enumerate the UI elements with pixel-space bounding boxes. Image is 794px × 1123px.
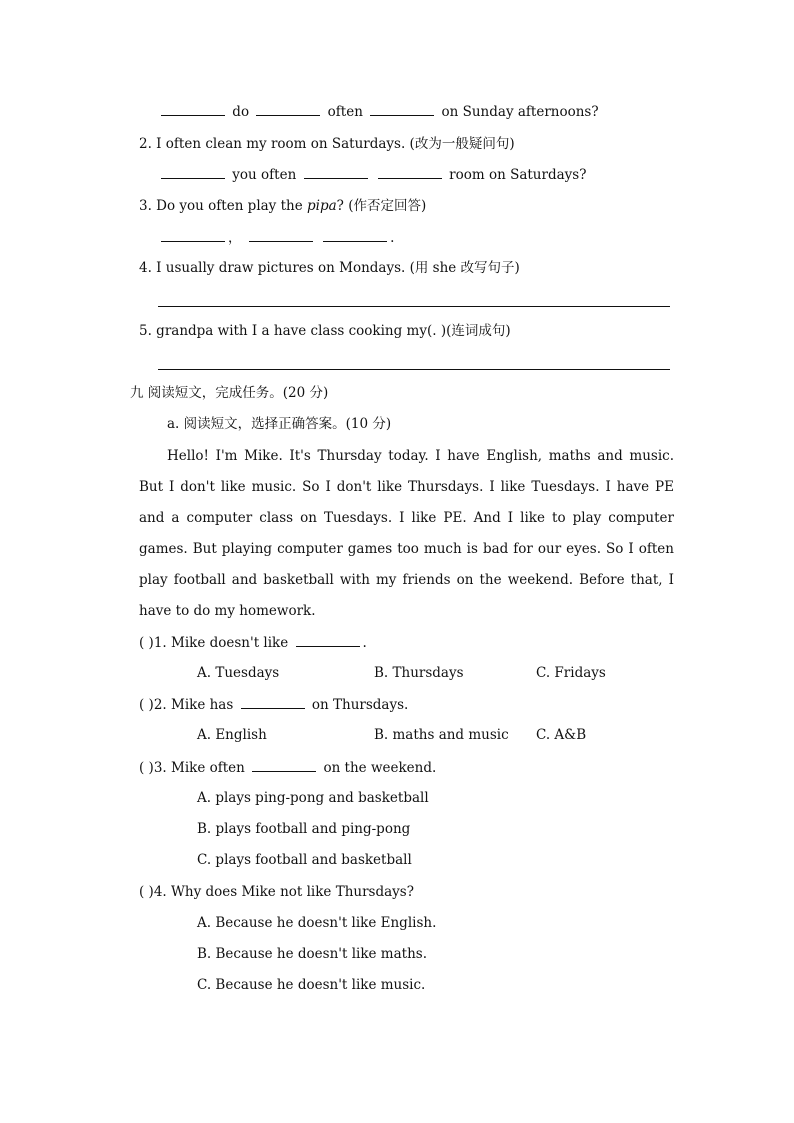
- mc-question-2: [139, 696, 408, 714]
- mc-q3-option-a[interactable]: A. plays ping-pong and basketball: [197, 790, 429, 806]
- answer-blank[interactable]: [296, 634, 360, 647]
- answer-blank[interactable]: [323, 229, 387, 242]
- q2-word-tail: room on Saturdays?: [449, 167, 587, 183]
- answer-blank[interactable]: [161, 166, 225, 179]
- mc-q2-option-c[interactable]: C. A&B: [536, 727, 587, 743]
- answer-blank[interactable]: [370, 103, 434, 116]
- answer-blank[interactable]: [249, 229, 313, 242]
- mc-question-4: [139, 883, 414, 901]
- q4-text: 4. I usually draw pictures on Mondays. (用 she 改写句子): [139, 260, 520, 276]
- mc-q2-option-b[interactable]: B. maths and music: [374, 727, 509, 743]
- q2-word: you often: [232, 167, 297, 183]
- answer-blank[interactable]: [252, 759, 316, 772]
- reading-passage: Hello! I'm Mike. It's Thursday today. I have English, maths and music. But I don't like music. So I don't like Thursdays. I like Tuesdays. I have PE and a computer class on Tuesdays. I like PE. And I like to play computer games. But playing computer games too much is bad for our eyes. So I often play football and basketball with my friends on the weekend. Before that, I have to do my homework.: [139, 448, 674, 619]
- mc-q3-option-c[interactable]: C. plays football and basketball: [197, 852, 412, 868]
- answer-blank[interactable]: [161, 103, 225, 116]
- q1-word-do: do: [232, 104, 250, 120]
- q3-text-a: 3. Do you often play the: [139, 198, 308, 214]
- q2-text: 2. I often clean my room on Saturdays. (改为一般疑问句): [139, 136, 515, 152]
- q3-text: [139, 197, 426, 215]
- mc-q2-option-a[interactable]: A. English: [197, 727, 267, 743]
- q1-answer-line: [158, 103, 599, 121]
- answer-blank[interactable]: [161, 229, 225, 242]
- mc-q3-stem: ( )3. Mike often: [139, 760, 245, 776]
- mc-q3-option-b[interactable]: B. plays football and ping-pong: [197, 821, 411, 837]
- mc-q2-stem: ( )2. Mike has: [139, 697, 234, 713]
- answer-blank[interactable]: [378, 166, 442, 179]
- q3-text-italic: pipa: [307, 198, 337, 214]
- mc-q1-tail: .: [362, 635, 367, 651]
- mc-q1-option-a[interactable]: A. Tuesdays: [197, 665, 280, 681]
- mc-q1-stem: ( )1. Mike doesn't like: [139, 635, 289, 651]
- mc-q4-option-a[interactable]: A. Because he doesn't like English.: [197, 915, 437, 931]
- mc-q4-stem: ( )4. Why does Mike not like Thursdays?: [139, 884, 414, 900]
- q5-answer-rule[interactable]: [158, 369, 670, 370]
- mc-q4-option-c[interactable]: C. Because he doesn't like music.: [197, 977, 426, 993]
- q3-period: .: [390, 230, 395, 246]
- mc-q3-tail: on the weekend.: [323, 760, 437, 776]
- q5-text: 5. grandpa with I a have class cooking my(. )(连词成句): [139, 323, 511, 339]
- q1-word-often: often: [327, 104, 363, 120]
- q3-text-c: ? (作否定回答): [336, 198, 427, 214]
- mc-q1-option-b[interactable]: B. Thursdays: [374, 665, 464, 681]
- q2-answer-line: [158, 166, 586, 184]
- q3-answer-line: [158, 229, 394, 247]
- answer-blank[interactable]: [304, 166, 368, 179]
- mc-q2-tail: on Thursdays.: [311, 697, 409, 713]
- section-9a-title: a. 阅读短文，选择正确答案。(10 分): [167, 416, 392, 432]
- answer-blank[interactable]: [241, 696, 305, 709]
- q4-answer-rule[interactable]: [158, 306, 670, 307]
- answer-blank[interactable]: [256, 103, 320, 116]
- mc-q1-option-c[interactable]: C. Fridays: [536, 665, 606, 681]
- mc-q4-option-b[interactable]: B. Because he doesn't like maths.: [197, 946, 427, 962]
- mc-question-1: [139, 634, 367, 652]
- mc-question-3: [139, 759, 436, 777]
- q1-word-tail: on Sunday afternoons?: [441, 104, 599, 120]
- section-9-title: 九 阅读短文，完成任务。(20 分): [130, 385, 329, 401]
- q3-comma: ，: [228, 230, 242, 246]
